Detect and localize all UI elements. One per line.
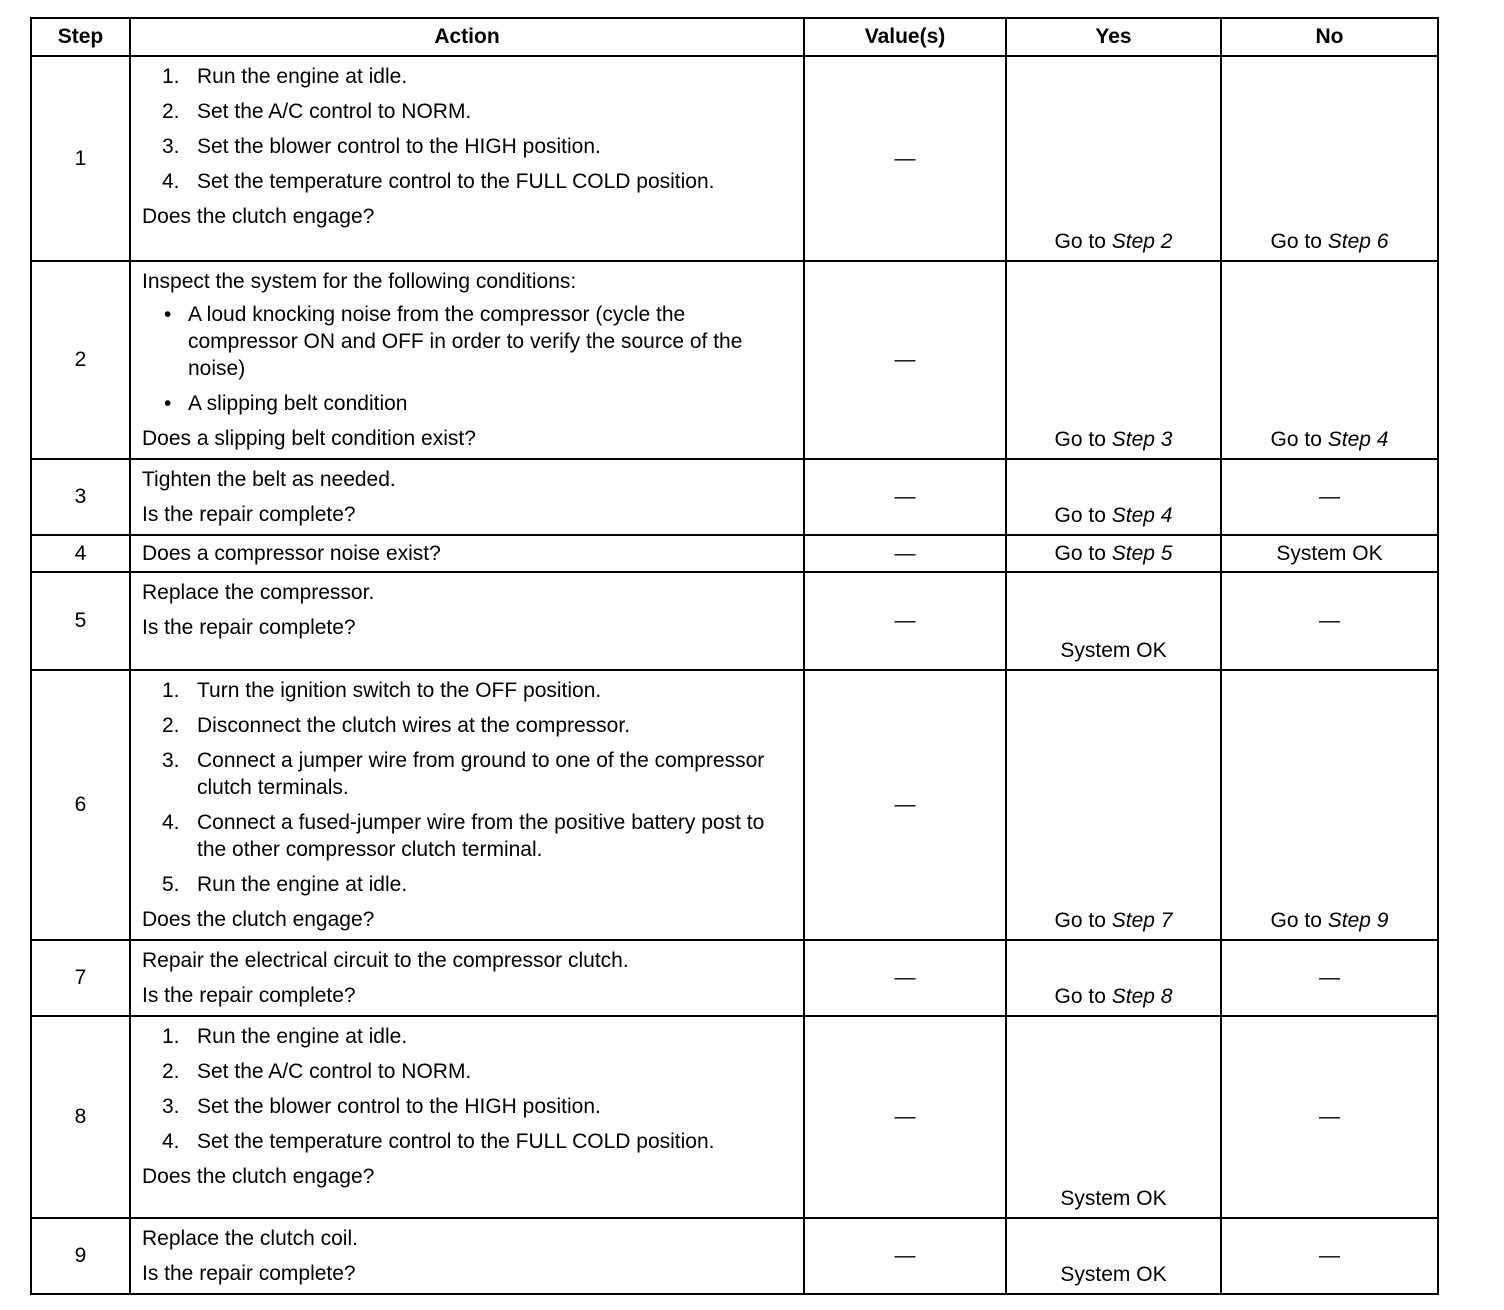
question-text: Does a compressor noise exist? — [142, 542, 441, 565]
goto-label: Go to — [1054, 909, 1106, 932]
table-row — [31, 535, 1438, 572]
bullet: • — [164, 303, 172, 326]
value-cell — [804, 261, 1006, 459]
dash: — — [894, 609, 916, 632]
goto-label: Go to — [1054, 985, 1106, 1008]
goto-label: Go to — [1270, 909, 1322, 932]
table-row — [31, 261, 1438, 459]
dash: — — [894, 348, 916, 371]
table-row — [31, 1218, 1438, 1294]
step-number: 9 — [31, 1218, 130, 1294]
dash: — — [1319, 485, 1340, 508]
action-cell — [130, 572, 804, 670]
system-ok-text: System OK — [1276, 541, 1383, 565]
list-text: Set the temperature control to the FULL COLD position. — [197, 170, 715, 193]
step-number: 6 — [31, 670, 130, 940]
no-cell — [1221, 1016, 1438, 1218]
system-ok-text: System OK — [1060, 1263, 1167, 1286]
value-cell — [804, 1218, 1006, 1294]
diagnostic-table — [30, 17, 1439, 1295]
step-number: 2 — [31, 261, 130, 459]
value-cell — [804, 670, 1006, 940]
yes-step-link[interactable]: Step 2 — [1111, 230, 1173, 253]
step-number: 1 — [31, 56, 130, 261]
header-values: Value(s) — [804, 18, 1006, 56]
no-step-link[interactable]: Step 6 — [1327, 230, 1389, 253]
header-no: No — [1221, 18, 1438, 56]
intro-text: Inspect the system for the following conditions: — [142, 270, 577, 293]
list-item — [142, 1058, 793, 1085]
list-text: Run the engine at idle. — [197, 65, 408, 88]
step-number: 4 — [31, 535, 130, 572]
bullet: • — [164, 392, 172, 415]
yes-step-link[interactable]: Step 5 — [1111, 541, 1173, 565]
dash: — — [1319, 966, 1340, 989]
numbered-list — [142, 677, 793, 898]
no-cell — [1221, 940, 1438, 1016]
table-row — [31, 56, 1438, 261]
yes-cell — [1006, 940, 1221, 1016]
list-text: Set the blower control to the HIGH position. — [197, 1095, 601, 1118]
system-ok-text: System OK — [1060, 1187, 1167, 1210]
question-text: Does the clutch engage? — [142, 1165, 375, 1188]
action-text: Replace the clutch coil. — [142, 1227, 358, 1250]
dash: — — [1319, 1105, 1340, 1128]
header-step: Step — [31, 18, 130, 56]
dash: — — [1319, 609, 1340, 632]
goto-label: Go to — [1054, 428, 1106, 451]
list-text: Connect a fused-jumper wire from the positive battery post to the other compressor clutch terminal. — [197, 811, 765, 861]
step-number: 3 — [31, 459, 130, 535]
list-text: Set the blower control to the HIGH position. — [197, 135, 601, 158]
no-cell — [1221, 261, 1438, 459]
yes-step-link[interactable]: Step 3 — [1111, 428, 1173, 451]
list-number: 2. — [162, 714, 180, 737]
action-cell — [130, 56, 804, 261]
list-text: A slipping belt condition — [188, 392, 408, 415]
list-text: Turn the ignition switch to the OFF position. — [197, 679, 602, 702]
action-cell — [130, 940, 804, 1016]
value-cell — [804, 459, 1006, 535]
step-number: 7 — [31, 940, 130, 1016]
list-number: 5. — [162, 873, 180, 896]
list-text: Set the A/C control to NORM. — [197, 100, 472, 123]
list-number: 4. — [162, 170, 180, 193]
list-text: Set the temperature control to the FULL COLD position. — [197, 1130, 715, 1153]
dash: — — [894, 146, 916, 170]
yes-cell — [1006, 56, 1221, 261]
list-number: 1. — [162, 65, 180, 88]
list-text: Connect a jumper wire from ground to one of the compressor clutch terminals. — [197, 749, 765, 799]
value-cell — [804, 535, 1006, 572]
action-text: Repair the electrical circuit to the compressor clutch. — [142, 949, 629, 972]
dash: — — [894, 485, 916, 508]
list-item — [142, 133, 793, 160]
dash: — — [894, 966, 916, 989]
no-step-link[interactable]: Step 4 — [1327, 428, 1389, 451]
yes-cell — [1006, 1218, 1221, 1294]
action-text: Replace the compressor. — [142, 581, 375, 604]
yes-cell — [1006, 1016, 1221, 1218]
yes-cell — [1006, 535, 1221, 572]
list-item — [142, 1023, 793, 1050]
step-number: 5 — [31, 572, 130, 670]
table-row — [31, 940, 1438, 1016]
dash: — — [894, 1105, 916, 1128]
value-cell — [804, 1016, 1006, 1218]
question-text: Is the repair complete? — [142, 616, 356, 639]
question-text: Is the repair complete? — [142, 1262, 356, 1285]
goto-label: Go to — [1054, 230, 1106, 253]
header-yes: Yes — [1006, 18, 1221, 56]
yes-step-link[interactable]: Step 8 — [1111, 985, 1173, 1008]
yes-step-link[interactable]: Step 7 — [1111, 909, 1173, 932]
no-cell — [1221, 535, 1438, 572]
list-item — [142, 809, 793, 863]
list-number: 4. — [162, 1130, 180, 1153]
dash: — — [894, 541, 916, 565]
dash: — — [1319, 1244, 1340, 1267]
no-cell — [1221, 459, 1438, 535]
list-number: 4. — [162, 811, 180, 834]
goto-label: Go to — [1270, 230, 1322, 253]
action-cell — [130, 1016, 804, 1218]
list-item — [142, 390, 793, 417]
goto-label: Go to — [1054, 541, 1106, 565]
list-item — [142, 98, 793, 125]
numbered-list — [142, 1023, 793, 1155]
action-cell — [130, 670, 804, 940]
action-cell — [130, 261, 804, 459]
action-text: Tighten the belt as needed. — [142, 468, 396, 491]
list-text: Run the engine at idle. — [197, 873, 408, 896]
value-cell — [804, 572, 1006, 670]
no-cell — [1221, 572, 1438, 670]
numbered-list — [142, 63, 793, 195]
list-item — [142, 747, 793, 801]
question-text: Does the clutch engage? — [142, 908, 375, 931]
list-item — [142, 677, 793, 704]
list-number: 1. — [162, 1025, 180, 1048]
yes-cell — [1006, 459, 1221, 535]
table-row — [31, 459, 1438, 535]
dash: — — [894, 793, 916, 816]
list-number: 3. — [162, 135, 180, 158]
header-row — [31, 18, 1438, 56]
question-text: Does a slipping belt condition exist? — [142, 427, 476, 450]
list-number: 3. — [162, 1095, 180, 1118]
action-cell — [130, 459, 804, 535]
list-text: Set the A/C control to NORM. — [197, 1060, 472, 1083]
yes-cell — [1006, 261, 1221, 459]
action-cell — [130, 535, 804, 572]
question-text: Is the repair complete? — [142, 503, 356, 526]
yes-cell — [1006, 572, 1221, 670]
system-ok-text: System OK — [1060, 639, 1167, 662]
value-cell — [804, 56, 1006, 261]
list-number: 3. — [162, 749, 180, 772]
table-row — [31, 1016, 1438, 1218]
action-cell — [130, 1218, 804, 1294]
goto-label: Go to — [1054, 504, 1106, 527]
list-item — [142, 871, 793, 898]
list-text: Run the engine at idle. — [197, 1025, 408, 1048]
no-step-link[interactable]: Step 9 — [1327, 909, 1389, 932]
no-cell — [1221, 1218, 1438, 1294]
list-number: 2. — [162, 100, 180, 123]
list-item — [142, 1128, 793, 1155]
list-number: 1. — [162, 679, 180, 702]
question-text: Is the repair complete? — [142, 984, 356, 1007]
list-item — [142, 63, 793, 90]
list-item — [142, 168, 793, 195]
value-cell — [804, 940, 1006, 1016]
yes-step-link[interactable]: Step 4 — [1111, 504, 1173, 527]
dash: — — [894, 1244, 916, 1267]
bullet-list — [142, 301, 793, 417]
step-number: 8 — [31, 1016, 130, 1218]
list-text: Disconnect the clutch wires at the compressor. — [197, 714, 631, 737]
goto-label: Go to — [1270, 428, 1322, 451]
header-action: Action — [130, 18, 804, 56]
question-text: Does the clutch engage? — [142, 205, 375, 228]
table-row — [31, 670, 1438, 940]
list-item — [142, 1093, 793, 1120]
list-item — [142, 712, 793, 739]
list-number: 2. — [162, 1060, 180, 1083]
list-text: A loud knocking noise from the compressor (cycle the compressor ON and OFF in order to verify the source of the noise) — [188, 303, 743, 380]
table-row — [31, 572, 1438, 670]
no-cell — [1221, 670, 1438, 940]
yes-cell — [1006, 670, 1221, 940]
list-item — [142, 301, 793, 382]
no-cell — [1221, 56, 1438, 261]
